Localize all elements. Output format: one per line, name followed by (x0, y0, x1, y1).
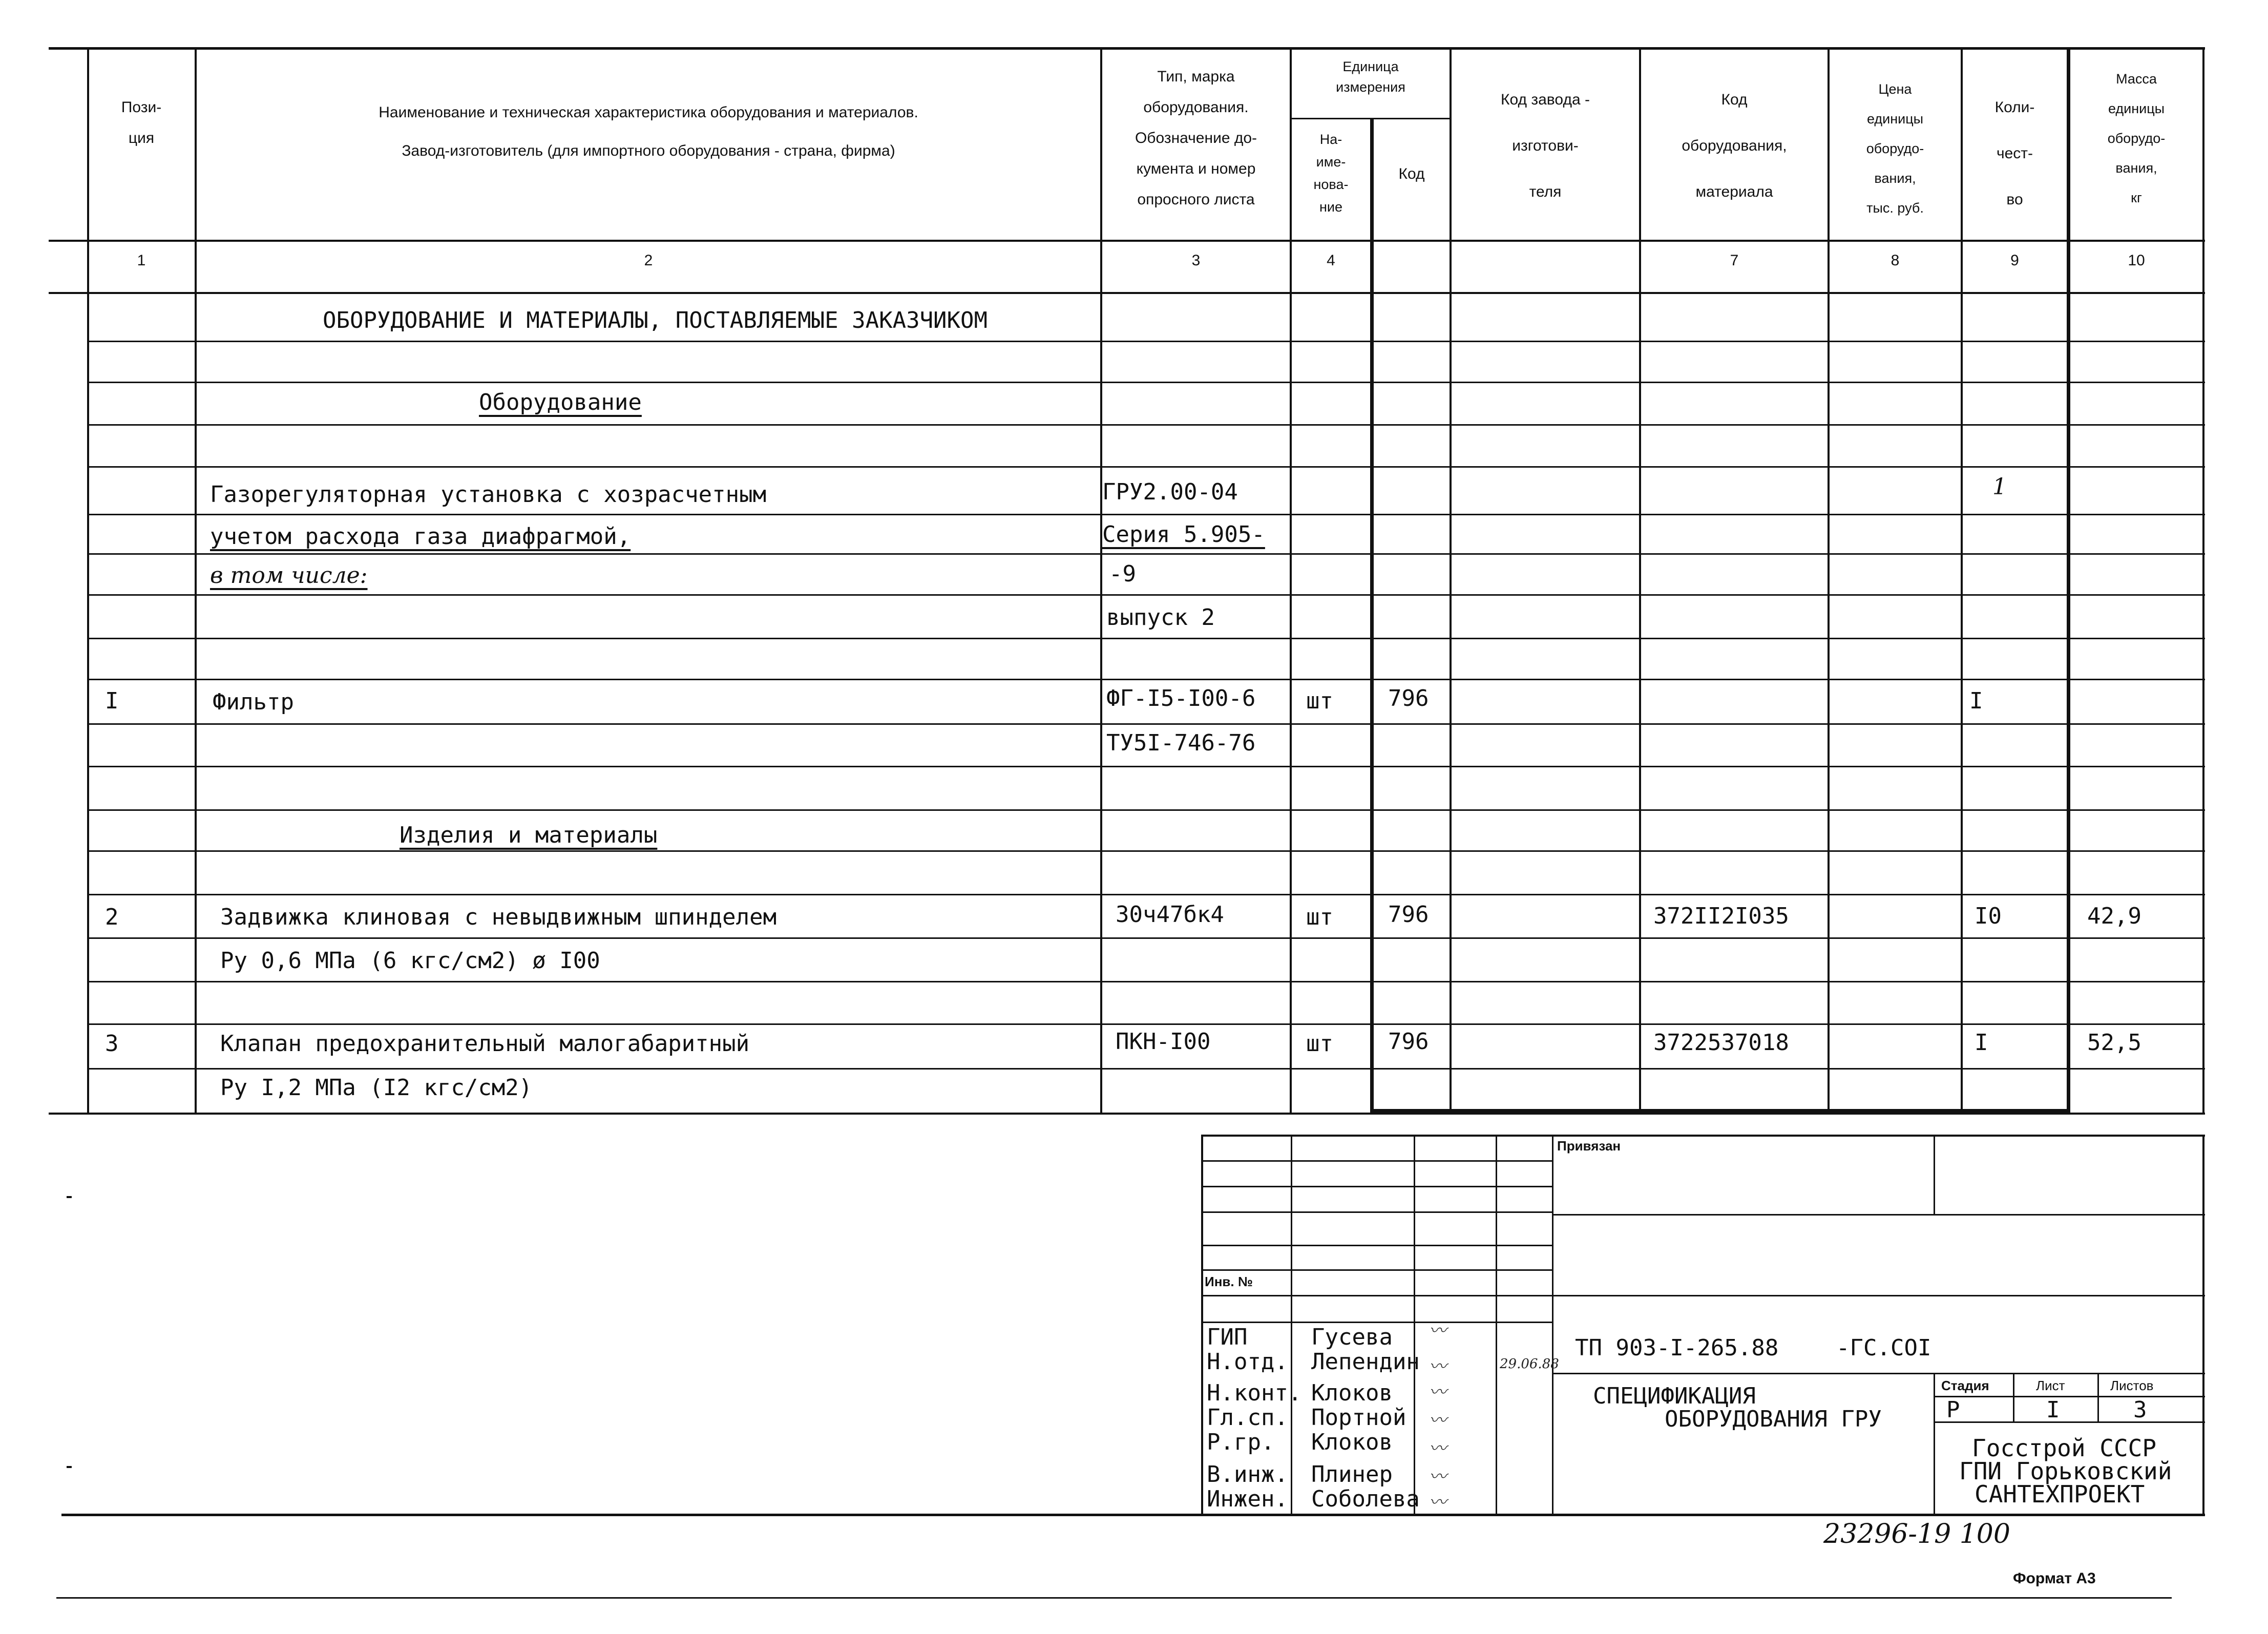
item1-type-2: ТУ5I-746-76 (1106, 730, 1256, 756)
tb-row (1201, 1211, 1552, 1213)
item3-position: 3 (105, 1031, 119, 1057)
signature-mark: 〰 (1429, 1467, 1446, 1487)
item3-material-code: 3722537018 (1653, 1030, 1789, 1056)
col-line-2 (195, 47, 197, 1114)
item2-name-1: Задвижка клиновая с невыдвижным шпинделем (220, 904, 777, 930)
tb-inv-label: Инв. № (1205, 1274, 1253, 1289)
signature-mark: 〰 (1429, 1492, 1446, 1513)
row-line (87, 594, 2205, 596)
header-position (88, 92, 195, 154)
colnum-4: 4 (1327, 252, 1335, 269)
tb-row (1201, 1322, 1552, 1323)
colnum-3: 3 (1191, 252, 1201, 269)
item3-unit-code: 796 (1388, 1029, 1429, 1055)
tb-sheets-header: Листов (2110, 1378, 2154, 1393)
gru-type-1: ГРУ2.00-04 (1102, 479, 1238, 505)
header-text: оборудо- (2107, 131, 2166, 146)
tb-row (1201, 1295, 1552, 1296)
stamp-number: 23296-19 100 (1823, 1519, 2010, 1549)
item1-unit: шт (1306, 688, 1333, 714)
col-line-5 (1370, 118, 1374, 1114)
format-label: Формат А3 (2013, 1570, 2096, 1587)
subsection-equipment: Оборудование (479, 389, 642, 415)
signature-mark: 〰 (1429, 1438, 1446, 1459)
tb-name: Клоков (1311, 1429, 1393, 1455)
header-text: Код завода - (1501, 91, 1590, 108)
tb-stage-value: Р (1946, 1397, 1960, 1423)
row-line (87, 850, 2205, 852)
header-text: материала (1695, 183, 1773, 200)
header-text: единицы (1866, 111, 1924, 127)
tb-stage-mid (1934, 1396, 2205, 1397)
tb-name: Гусева (1311, 1324, 1393, 1350)
tb-stage-left (1934, 1373, 1935, 1515)
tb-sheet-header: Лист (2036, 1378, 2065, 1393)
tb-row (1201, 1245, 1552, 1246)
colnum-1: 1 (137, 252, 146, 269)
header-text: Наименование и техническая характеристика оборудования и материалов. (379, 104, 918, 121)
item2-quantity: I0 (1975, 903, 2002, 929)
row-line (87, 981, 2205, 982)
header-text: Коли- (1994, 99, 2035, 116)
tb-sheet-value: I (2046, 1397, 2060, 1423)
item2-name-2: Ру 0,6 МПа (6 кгс/см2) ø I00 (220, 948, 600, 974)
row-line (87, 937, 2205, 939)
header-quantity (1963, 85, 2067, 223)
header-text: оборудования, (1682, 137, 1787, 154)
item1-name: Фильтр (213, 689, 294, 715)
item1-quantity: I (1969, 688, 1983, 714)
row-line (87, 514, 2205, 515)
item2-position: 2 (105, 904, 119, 930)
header-material-code (1641, 77, 1828, 215)
tb-left (1201, 1135, 1203, 1515)
row-line (87, 638, 2205, 639)
signature-mark: 〰 (1429, 1410, 1446, 1431)
row-line (87, 1068, 2205, 1070)
row-line (87, 894, 2205, 895)
tb-stage-bottom (1934, 1421, 2205, 1423)
tb-stage-col (2097, 1373, 2099, 1421)
header-text: Код (1721, 91, 1748, 108)
tb-doc-suffix: -ГС.СОI (1836, 1335, 1931, 1361)
item3-name-2: Ру I,2 МПа (I2 кгс/см2) (220, 1075, 533, 1101)
col-line-11 (2202, 47, 2204, 1114)
table-bottom-border (49, 1113, 2205, 1115)
tb-name: Плинер (1311, 1461, 1393, 1488)
header-text: теля (1529, 183, 1562, 200)
item1-unit-code: 796 (1388, 685, 1429, 711)
item3-name-1: Клапан предохранительный малогабаритный (220, 1031, 750, 1057)
header-text: Единица (1342, 59, 1399, 74)
gru-type-3: -9 (1109, 561, 1136, 587)
header-text: кг (2131, 190, 2142, 205)
tb-name: Соболева (1311, 1486, 1420, 1512)
margin-tick (67, 1196, 72, 1198)
tb-date: 29.06.88 (1500, 1356, 1559, 1372)
col-line-1 (87, 47, 89, 1114)
header-text: Масса (2116, 71, 2157, 87)
bold-box-bottom (1373, 1109, 2069, 1113)
colnum-7: 7 (1730, 252, 1739, 269)
row-line (87, 766, 2205, 767)
header-text: Обозначение до- (1135, 130, 1257, 146)
tb-role: Н.отд. (1207, 1349, 1288, 1375)
item3-quantity: I (1975, 1030, 1988, 1056)
tb-name: Лепендин (1311, 1349, 1420, 1375)
header-text: име- (1316, 154, 1346, 170)
tb-row (1201, 1186, 1552, 1187)
header-text: кумента и номер (1136, 160, 1256, 177)
header-text: оборудо- (1866, 141, 1924, 156)
tb-org-1: Госстрой СССР (1972, 1434, 2157, 1462)
header-text: измерения (1336, 79, 1405, 95)
header-text: Завод-изготовитель (для импортного оборудования - страна, фирма) (402, 142, 895, 159)
item3-type: ПКН-I00 (1116, 1029, 1211, 1055)
colnum-10: 10 (2128, 252, 2145, 269)
tb-privyazan-label: Привязан (1557, 1138, 1621, 1154)
margin-tick (67, 1466, 72, 1468)
col-line-10 (2067, 47, 2070, 1114)
item1-position: I (105, 688, 119, 714)
tb-org-3: САНТЕХПРОЕКТ (1975, 1480, 2145, 1508)
header-factory-code (1452, 77, 1639, 215)
row-line (87, 466, 2205, 468)
header-text: изготови- (1512, 137, 1579, 154)
item2-unit: шт (1306, 904, 1333, 930)
tb-role: ГИП (1207, 1324, 1248, 1350)
gru-name-line1: Газорегуляторная установка с хозрасчетным (210, 481, 767, 508)
tb-col (1291, 1135, 1292, 1515)
row-line (87, 1023, 2205, 1025)
tb-row (1201, 1160, 1552, 1162)
gru-type-4: выпуск 2 (1106, 604, 1215, 631)
tb-privyazan-bottom (1552, 1214, 2205, 1216)
tb-col (1414, 1135, 1415, 1515)
signature-mark: 〰 (1429, 1382, 1446, 1402)
header-text: Тип, марка (1157, 68, 1235, 85)
item2-mass: 42,9 (2087, 903, 2141, 929)
gru-name-line2: учетом расхода газа диафрагмой, (210, 523, 631, 550)
tb-doccode-top (1552, 1295, 2205, 1296)
tb-top (1201, 1135, 2205, 1137)
tb-privyazan-divider (1934, 1135, 1935, 1214)
row-line (87, 723, 2205, 725)
item2-type: 30ч47бк4 (1116, 902, 1224, 928)
header-text: ция (128, 130, 155, 146)
tb-col (1496, 1135, 1497, 1515)
colnum-8: 8 (1891, 252, 1900, 269)
tb-doc-code: ТП 903-I-265.88 (1575, 1335, 1779, 1361)
header-text: оборудования. (1143, 99, 1249, 116)
signature-mark: 〰 (1429, 1321, 1446, 1341)
row-line (87, 341, 2205, 342)
header-text: тыс. руб. (1866, 200, 1924, 216)
colnum-9: 9 (2010, 252, 2019, 269)
colnum-bottom-border (49, 292, 2205, 294)
header-unit-group (1292, 56, 1450, 97)
tb-row (1201, 1269, 1552, 1271)
header-unit-code: Код (1398, 165, 1425, 182)
item2-material-code: 372II2I035 (1653, 903, 1789, 929)
header-unit-name (1292, 128, 1370, 218)
tb-title-1: СПЕЦИФИКАЦИЯ (1593, 1383, 1756, 1409)
tb-stage-header: Стадия (1941, 1378, 1989, 1393)
header-bottom-border (49, 240, 2205, 242)
gru-quantity: 1 (1992, 474, 2007, 500)
header-name (197, 100, 1100, 177)
section-title: ОБОРУДОВАНИЕ И МАТЕРИАЛЫ, ПОСТАВЛЯЕМЫЕ ЗАКАЗЧИКОМ (323, 307, 988, 333)
tb-role: Н.конт. (1207, 1380, 1302, 1406)
tb-doccode-bottom (1552, 1373, 2205, 1374)
row-line (87, 809, 2205, 811)
tb-col (1552, 1135, 1553, 1515)
gru-name-line3: в том числе: (210, 562, 368, 589)
tb-role: Инжен. (1207, 1486, 1288, 1512)
item1-type-1: ФГ-I5-I00-6 (1106, 685, 1256, 711)
header-text: ние (1319, 199, 1342, 215)
header-text: На- (1319, 132, 1342, 147)
colnum-2: 2 (644, 252, 653, 269)
tb-right (2202, 1135, 2204, 1515)
row-line (87, 553, 2205, 555)
header-text: Цена (1878, 81, 1912, 97)
row-line (87, 424, 2205, 426)
tb-sheets-value: 3 (2133, 1397, 2147, 1423)
header-text: единицы (2108, 101, 2165, 116)
tb-stage-col (2013, 1373, 2014, 1421)
tb-role: Гл.сп. (1207, 1405, 1288, 1431)
row-line (87, 679, 2205, 680)
header-price (1830, 74, 1961, 223)
header-text: Пози- (121, 99, 162, 116)
tb-role: Р.гр. (1207, 1429, 1275, 1455)
tb-name: Клоков (1311, 1380, 1393, 1406)
row-line (87, 382, 2205, 383)
gru-type-2: Серия 5.905- (1102, 521, 1265, 548)
header-text: вания, (2115, 160, 2157, 176)
header-type (1102, 61, 1290, 215)
item3-mass: 52,5 (2087, 1030, 2141, 1056)
tb-org-2: ГПИ Горьковский (1959, 1457, 2172, 1485)
subsection-materials: Изделия и материалы (400, 822, 658, 848)
header-text: чест- (1996, 145, 2033, 162)
header-text: вания, (1874, 171, 1916, 186)
header-text: нова- (1313, 177, 1349, 192)
footer-line (56, 1597, 2172, 1599)
tb-role: В.инж. (1207, 1461, 1288, 1488)
header-text: опросного листа (1137, 191, 1255, 208)
tb-title-2: ОБОРУДОВАНИЯ ГРУ (1665, 1406, 1882, 1432)
tb-bottom (61, 1514, 2205, 1516)
tb-name: Портной (1311, 1405, 1406, 1431)
item2-unit-code: 796 (1388, 902, 1429, 928)
table-top-border (49, 47, 2205, 50)
item3-unit: шт (1306, 1031, 1333, 1057)
header-text: во (2006, 191, 2023, 208)
header-mass (2070, 64, 2202, 213)
signature-mark: 〰 (1429, 1356, 1446, 1377)
